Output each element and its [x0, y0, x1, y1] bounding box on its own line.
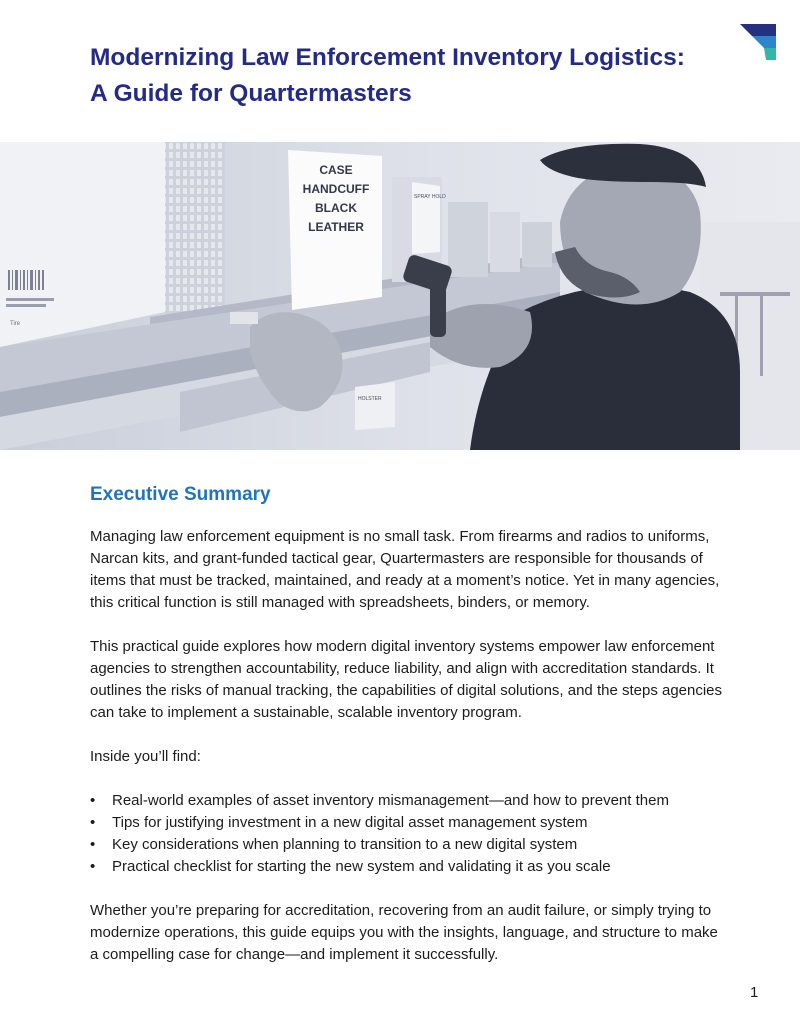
bin-label-line: LEATHER: [308, 220, 364, 234]
list-item-text: Tips for justifying investment in a new digital asset management system: [112, 814, 588, 831]
bullet-marker: •: [90, 836, 96, 853]
paragraph: Managing law enforcement equipment is no small task. From firearms and radios to uniforms, Narcan kits, and grant-funded tactical gear, Quartermasters are responsible for thousands of items that must be tracked, maintained, and ready at a moment’s notice. Yet in many agencies, this critical function is still managed with spreadsheets, binders, or memory.: [90, 528, 720, 611]
document-title: [90, 40, 685, 112]
body-text: [90, 526, 730, 988]
list-item-text: Real-world examples of asset inventory mismanagement—and how to prevent them: [112, 792, 669, 809]
list-item: [90, 790, 730, 812]
bullet-list: [90, 790, 730, 878]
bin-label-line: HANDCUFF: [302, 182, 370, 196]
list-item: [90, 834, 730, 856]
bullet-marker: •: [90, 858, 96, 875]
list-item: [90, 856, 730, 878]
closing-paragraph: Whether you’re preparing for accreditation, recovering from an audit failure, or simply trying to modernize operations, this guide equips you with the insights, language, and structure to make a compelling case for change—and implement it successfully.: [90, 902, 718, 963]
list-item-text: Key considerations when planning to transition to a new digital system: [112, 836, 578, 853]
barcode-text: Tire: [10, 321, 21, 327]
hero-photo: [0, 142, 800, 450]
small-bin-label: SPRAY HOLD: [414, 194, 446, 200]
title-line-1: Modernizing Law Enforcement Inventory Logistics:: [90, 44, 685, 71]
list-item-text: Practical checklist for starting the new system and validating it as you scale: [112, 858, 611, 875]
brand-logo-icon: [738, 22, 778, 62]
title-line-2: A Guide for Quartermasters: [90, 80, 412, 107]
paragraph: Inside you’ll find:: [90, 748, 201, 765]
bullet-marker: •: [90, 792, 96, 809]
list-item: [90, 812, 730, 834]
section-heading: Executive Summary: [90, 484, 271, 505]
bin-label-line: CASE: [319, 163, 353, 177]
paragraph: This practical guide explores how modern digital inventory systems empower law enforcement agencies to strengthen accountability, reduce liability, and align with accreditation standards. It outlines the risks of manual tracking, the capabilities of digital solutions, and the steps agencies can take to implement a sustainable, scalable inventory program.: [90, 638, 723, 721]
bin-label-line: BLACK: [315, 201, 357, 215]
bullet-marker: •: [90, 814, 96, 831]
page-number: 1: [750, 984, 759, 1001]
bottom-bin-label: HOLSTER: [358, 396, 382, 402]
